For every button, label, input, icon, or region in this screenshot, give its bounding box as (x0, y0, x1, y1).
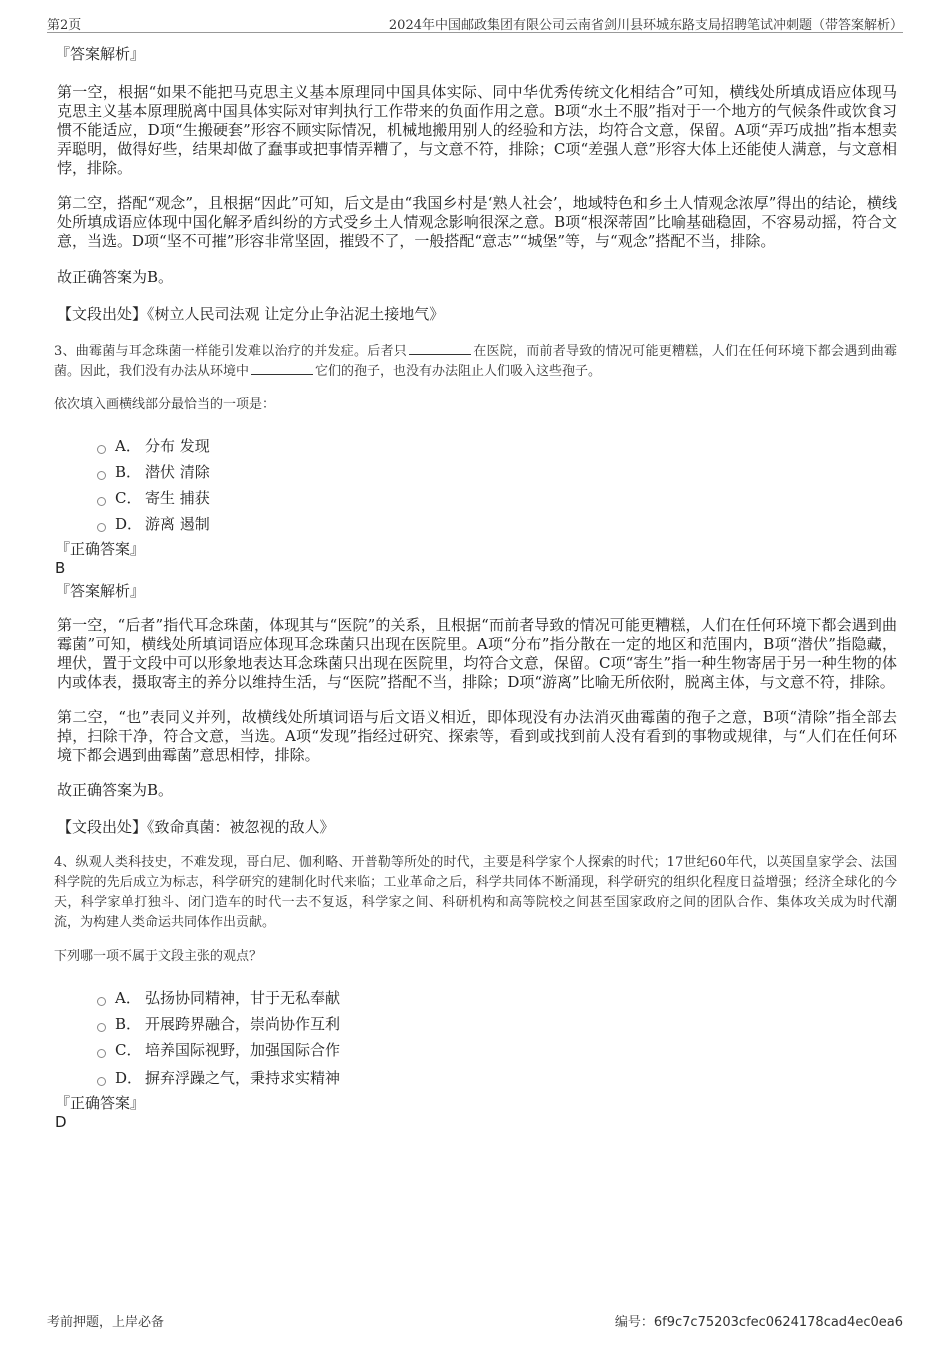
q3-answer-value: B (55, 559, 66, 577)
q3-blank-1 (409, 342, 471, 355)
q2-source: 【文段出处】《树立人民司法观 让定分止争沾泥土接地气》 (57, 305, 445, 323)
radio-icon[interactable] (97, 471, 106, 480)
q3-conclusion: 故正确答案为B。 (57, 781, 174, 799)
radio-icon[interactable] (97, 1023, 106, 1032)
q3-answer-label: 『正确答案』 (55, 540, 146, 558)
q4-option-a[interactable]: A． 弘扬协同精神，甘于无私奉献 (97, 985, 897, 1011)
radio-icon[interactable] (97, 445, 106, 454)
q3-source: 【文段出处】《致命真菌：被忽视的敌人》 (57, 818, 335, 836)
page-header (47, 12, 903, 33)
q3-option-b[interactable]: B． 潜伏 清除 (97, 459, 897, 485)
q4-prompt: 下列哪一项不属于文段主张的观点？ (54, 949, 263, 964)
q4-option-d[interactable]: D． 摒弃浮躁之气，秉持求实精神 (97, 1063, 897, 1093)
footer-code: 编号：6f9c7c75203cfec0624178cad4ec0ea6 (614, 1315, 903, 1330)
q3-text-part3: 它们的孢子，也没有办法阻止人们吸入这些孢子。 (315, 364, 602, 379)
radio-icon[interactable] (97, 1049, 106, 1058)
radio-icon[interactable] (97, 497, 106, 506)
q4-answer-value: D (55, 1113, 67, 1131)
radio-icon[interactable] (97, 997, 106, 1006)
q2-analysis-para1: 第一空，根据“如果不能把马克思主义基本原理同中国具体实际、同中华优秀传统文化相结合”可知，横线处所填成语应体现马克思主义基本原理脱离中国具体实际对审判执行工作带来的负面作用之意。B项“水土不服”指对于一个地方的气候条件或饮食习惯不能适应，D项“生搬硬套”形容不顾实际情况，机械地搬用别人的经验和方法，均符合文意，保留。A项“弄巧成拙”指本想卖弄聪明，做得好些，结果却做了蠢事或把事情弄糟了，与文意不符，排除；C项“差强人意”形容大体上还能使人满意，与文意相悖，排除。 (57, 83, 897, 177)
q3-option-c[interactable]: C． 寄生 捕获 (97, 485, 897, 511)
q2-conclusion: 故正确答案为B。 (57, 268, 174, 286)
q2-analysis-para2: 第二空，搭配“观念”，且根据“因此”可知，后文是由“我国乡村是‘熟人社会’，地域特色和乡土人情观念浓厚”得出的结论，横线处所填成语应体现中国化解矛盾纠纷的方式受乡土人情观念影响很深之意。B项“根深蒂固”比喻基础稳固，不容易动摇，符合文意，当选。D项“坚不可摧”形容非常坚固，摧毁不了，一般搭配“意志”“城堡”等，与“观念”搭配不当，排除。 (57, 194, 897, 250)
q3-analysis-para1: 第一空，“后者”指代耳念珠菌，体现其与“医院”的关系，且根据“而前者导致的情况可能更糟糕，人们在任何环境下都会遇到曲霉菌”可知，横线处所填词语应体现耳念珠菌只出现在医院里。A项“分布”指分散在一定的地区和范围内，B项“潜伏”指隐藏，埋伏，置于文段中可以形象地表达耳念珠菌只出现在医院里，均符合文意，保留。C项“寄生”指一种生物寄居于另一种生物的体内或体表，摄取寄主的养分以维持生活，与“医院”搭配不当，排除；D项“游离”比喻无所依附，脱离主体，与文意不符，排除。 (57, 616, 897, 691)
q3-analysis-para2: 第二空，“也”表同义并列，故横线处所填词语与后文语义相近，即体现没有办法消灭曲霉菌的孢子之意，B项“清除”指全部去掉，扫除干净，符合文意，当选。A项“发现”指经过研究、探索等，看到或找到前人没有看到的事物或规律，与“人们在任何环境下都会遇到曲霉菌”意思相悖，排除。 (57, 708, 897, 764)
q3-option-a[interactable]: A． 分布 发现 (97, 433, 897, 459)
footer-slogan: 考前押题，上岸必备 (47, 1315, 165, 1330)
q3-options (97, 433, 897, 537)
radio-icon[interactable] (97, 523, 106, 532)
document-title: 2024年中国邮政集团有限公司云南省剑川县环城东路支局招聘笔试冲刺题（带答案解析） (388, 18, 903, 33)
q3-blank-2 (251, 362, 313, 375)
q3-text-part1: 3、曲霉菌与耳念珠菌一样能引发难以治疗的并发症。后者只 (54, 344, 407, 359)
q4-option-c[interactable]: C． 培养国际视野，加强国际合作 (97, 1037, 897, 1063)
q4-options (97, 985, 897, 1093)
radio-icon[interactable] (97, 1077, 106, 1086)
q4-option-b[interactable]: B． 开展跨界融合，崇尚协作互利 (97, 1011, 897, 1037)
q3-question-text (54, 342, 897, 382)
page-number: 第2页 (47, 18, 82, 33)
q4-question-text: 4、纵观人类科技史，不难发现，哥白尼、伽利略、开普勒等所处的时代，主要是科学家个人探索的时代；17世纪60年代，以英国皇家学会、法国科学院的先后成立为标志，科学研究的建制化时代来临；工业革命之后，科学共同体不断涌现，科学研究的组织化程度日益增强；经济全球化的今天，科学家单打独斗、闭门造车的时代一去不复返，科学家之间、科研机构和高等院校之间甚至国家政府之间的团队合作、集体攻关成为时代潮流，为构建人类命运共同体作出贡献。 (54, 855, 897, 930)
q3-prompt: 依次填入画横线部分最恰当的一项是： (54, 397, 276, 412)
q3-text-part2: 在医院，而前者导致的情况可能更糟糕，人们在任何环境下都会遇到曲霉菌。因此，我们没有办法从环境中 (54, 344, 897, 379)
q4-answer-label: 『正确答案』 (55, 1094, 146, 1112)
main-content (54, 44, 897, 1131)
q3-analysis-label: 『答案解析』 (55, 582, 146, 600)
q2-analysis-label: 『答案解析』 (55, 45, 146, 63)
q3-option-d[interactable]: D． 游离 遏制 (97, 511, 897, 537)
